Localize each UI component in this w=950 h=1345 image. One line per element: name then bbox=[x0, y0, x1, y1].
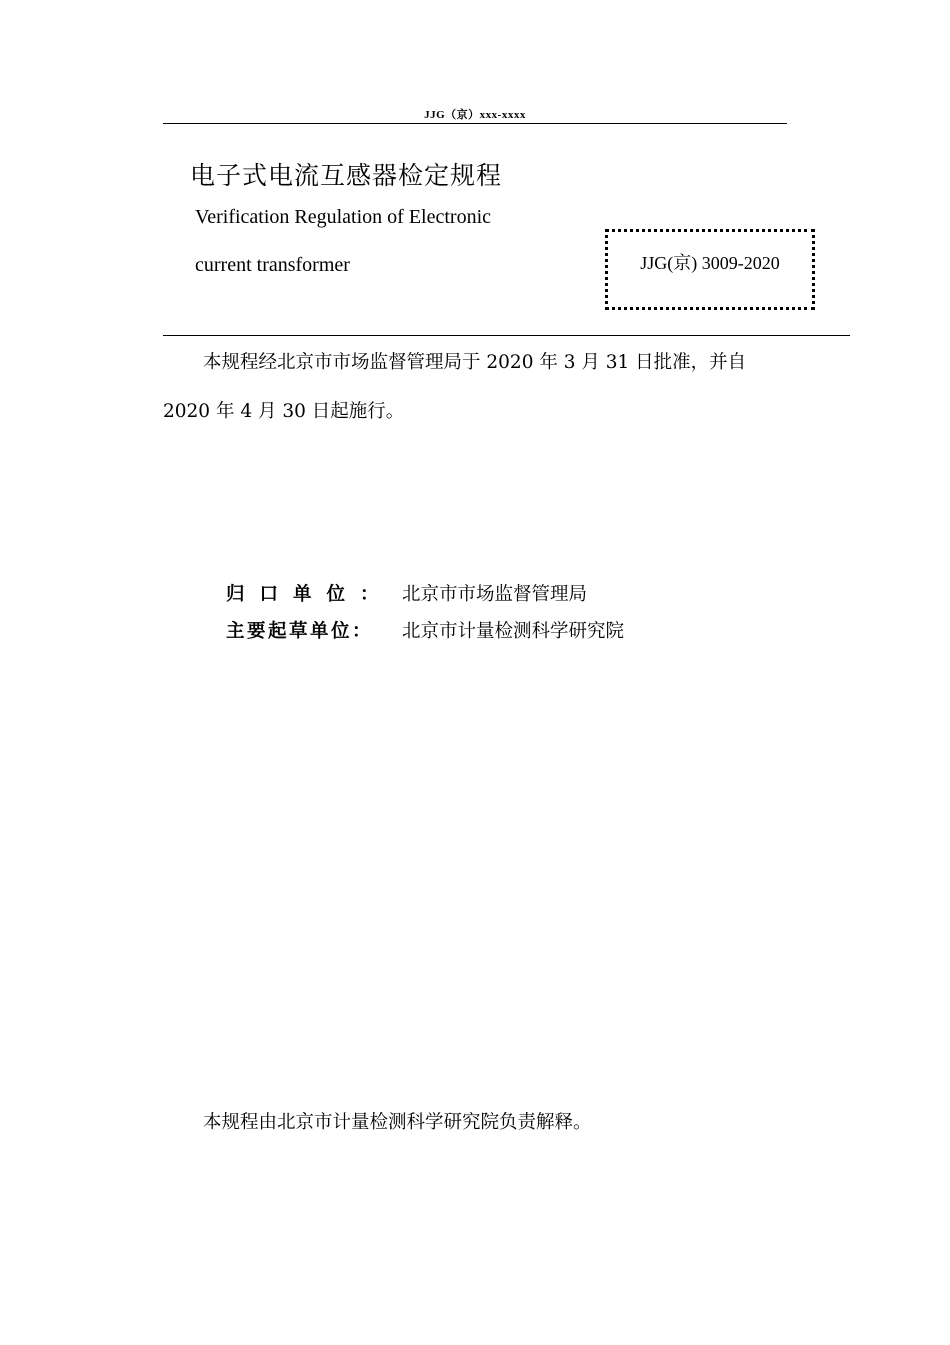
title-english-line1: Verification Regulation of Electronic bbox=[195, 206, 492, 228]
title-divider bbox=[163, 335, 850, 336]
org-row-drafting bbox=[226, 617, 624, 643]
org-label-responsible: 归口单位： bbox=[226, 584, 394, 605]
title-english-line2: current transformer bbox=[195, 254, 350, 276]
running-header: JJG（京）xxx-xxxx bbox=[424, 109, 526, 121]
org-value-drafting: 北京市计量检测科学研究院 bbox=[402, 621, 625, 642]
title-chinese: 电子式电流互感器检定规程 bbox=[190, 161, 503, 190]
org-label-drafting: 主要起草单位： bbox=[226, 621, 374, 642]
interpretation-statement: 本规程由北京市计量检测科学研究院负责解释。 bbox=[203, 1112, 592, 1133]
approval-text-line1: 本规程经北京市市场监督管理局于 2020 年 3 月 31 日批准，并自 bbox=[203, 352, 747, 373]
org-row-responsible bbox=[226, 580, 587, 606]
standard-code: JJG(京) 3009-2020 bbox=[640, 252, 780, 273]
standard-code-box bbox=[605, 229, 815, 310]
header-divider bbox=[163, 123, 787, 124]
org-value-responsible: 北京市市场监督管理局 bbox=[402, 584, 588, 605]
approval-text-line2: 2020 年 4 月 30 日起施行。 bbox=[163, 401, 405, 422]
